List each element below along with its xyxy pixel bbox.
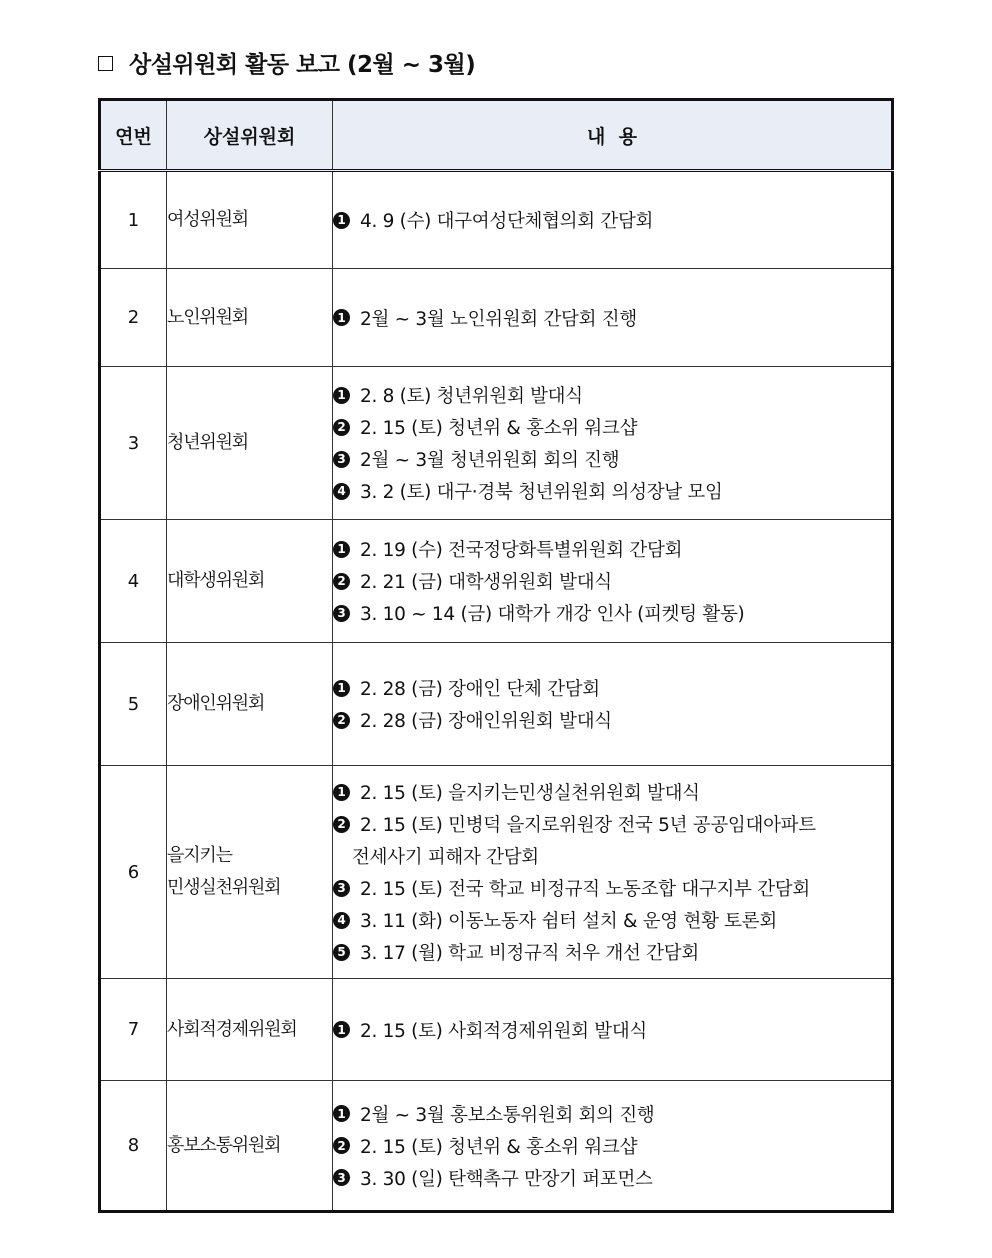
row-number: 4 <box>100 520 167 643</box>
activity-text: 2월 ~ 3월 청년위원회 회의 진행 <box>360 450 620 471</box>
table-row <box>100 979 893 1081</box>
activity-item <box>333 379 891 411</box>
activity-item <box>333 936 891 968</box>
header-committee: 상설위원회 <box>167 100 333 171</box>
activity-content <box>333 367 893 520</box>
row-number: 3 <box>100 367 167 520</box>
activity-text: 3. 30 (일) 탄핵촉구 만장기 퍼포먼스 <box>360 1168 653 1190</box>
activity-item <box>333 872 891 904</box>
header-content: 내 용 <box>333 100 893 171</box>
table-row <box>100 367 893 520</box>
activity-content <box>333 979 893 1081</box>
circled-number-icon: 4 <box>333 912 350 929</box>
table-row <box>100 1081 893 1212</box>
circled-number-icon: 1 <box>333 784 350 801</box>
activity-text: 2. 8 (토) 청년위원회 발대식 <box>360 386 583 407</box>
activity-item <box>333 704 891 736</box>
row-number: 6 <box>100 766 167 979</box>
table-header-row <box>100 100 893 171</box>
committee-name <box>167 367 333 520</box>
committee-name-line: 을지키는 <box>167 845 232 866</box>
activity-item <box>333 808 891 840</box>
activity-content <box>333 520 893 643</box>
activity-text: 3. 11 (화) 이동노동자 쉼터 설치 & 운영 현황 토론회 <box>360 911 777 932</box>
activity-item <box>333 565 891 597</box>
row-number: 2 <box>100 269 167 367</box>
activity-text: 2. 15 (토) 민병덕 을지로위원장 전국 5년 공공임대아파트 <box>360 815 816 836</box>
page-title-text: 상설위원회 활동 보고 (2월 ~ 3월) <box>129 51 476 78</box>
committee-name-line: 민생실천위원회 <box>167 877 281 898</box>
circled-number-icon: 1 <box>333 1021 350 1038</box>
activity-item <box>333 533 891 565</box>
circled-number-icon: 1 <box>333 309 350 326</box>
circled-number-icon: 2 <box>333 712 350 729</box>
circled-number-icon: 3 <box>333 605 350 622</box>
activity-text: 2. 15 (토) 전국 학교 비정규직 노동조합 대구지부 간담회 <box>360 879 810 900</box>
activity-item <box>333 204 891 236</box>
committee-name <box>167 979 333 1081</box>
committee-name-line: 청년위원회 <box>167 432 248 453</box>
circled-number-icon: 2 <box>333 816 350 833</box>
activity-item <box>333 443 891 475</box>
circled-number-icon: 5 <box>333 944 350 961</box>
activity-item <box>333 1162 891 1194</box>
row-number: 5 <box>100 643 167 766</box>
activity-item <box>333 1098 891 1130</box>
circled-number-icon: 2 <box>333 419 350 436</box>
activity-item <box>333 904 891 936</box>
header-no: 연번 <box>100 100 167 171</box>
circled-number-icon: 3 <box>333 1169 350 1186</box>
circled-number-icon: 4 <box>333 483 350 500</box>
committee-name-line: 노인위원회 <box>167 306 248 328</box>
activity-text: 2. 21 (금) 대학생위원회 발대식 <box>360 572 612 593</box>
activity-text: 3. 17 (월) 학교 비정규직 처우 개선 간담회 <box>360 943 699 964</box>
activity-content <box>333 171 893 269</box>
activity-item <box>333 475 891 507</box>
activity-text: 2. 15 (토) 청년위 & 홍소위 워크샵 <box>360 1136 638 1158</box>
activity-item <box>333 776 891 808</box>
page-title <box>98 44 475 80</box>
activity-text: 3. 2 (토) 대구·경북 청년위원회 의성장날 모임 <box>360 482 723 503</box>
activity-item <box>333 672 891 704</box>
committee-name-line: 사회적경제위원회 <box>167 1018 297 1040</box>
row-number: 8 <box>100 1081 167 1212</box>
circled-number-icon: 3 <box>333 451 350 468</box>
committee-name-line: 대학생위원회 <box>167 570 265 591</box>
circled-number-icon: 2 <box>333 1137 350 1154</box>
checkbox-square-icon <box>98 56 113 71</box>
committee-name <box>167 171 333 269</box>
table-row <box>100 269 893 367</box>
circled-number-icon: 1 <box>333 212 350 229</box>
activity-item <box>333 1014 891 1046</box>
circled-number-icon: 3 <box>333 880 350 897</box>
activity-text: 3. 10 ~ 14 (금) 대학가 개강 인사 (피켓팅 활동) <box>360 604 745 625</box>
table-row <box>100 520 893 643</box>
activity-text: 2월 ~ 3월 홍보소통위원회 회의 진행 <box>360 1104 655 1126</box>
circled-number-icon: 1 <box>333 1105 350 1122</box>
committee-name <box>167 643 333 766</box>
activity-item <box>333 1130 891 1162</box>
table-row <box>100 171 893 269</box>
committee-name-line: 여성위원회 <box>167 209 248 230</box>
activity-text: 2월 ~ 3월 노인위원회 간담회 진행 <box>360 308 637 330</box>
committee-name <box>167 520 333 643</box>
circled-number-icon: 2 <box>333 573 350 590</box>
activity-item <box>333 840 891 872</box>
row-number: 7 <box>100 979 167 1081</box>
committee-name <box>167 766 333 979</box>
activity-content <box>333 1081 893 1212</box>
committee-name <box>167 269 333 367</box>
activity-content <box>333 269 893 367</box>
activity-text: 2. 28 (금) 장애인 단체 간담회 <box>360 679 600 700</box>
activity-text: 전세사기 피해자 간담회 <box>352 847 539 868</box>
activity-content <box>333 766 893 979</box>
activity-text: 2. 19 (수) 전국정당화특별위원회 간담회 <box>360 540 683 561</box>
activity-text: 2. 28 (금) 장애인위원회 발대식 <box>360 711 612 732</box>
activity-content <box>333 643 893 766</box>
committee-name-line: 장애인위원회 <box>167 693 265 714</box>
activity-text: 2. 15 (토) 청년위 & 홍소위 워크샵 <box>360 418 638 439</box>
circled-number-icon: 1 <box>333 680 350 697</box>
activity-report-table <box>98 98 894 1213</box>
table-row <box>100 643 893 766</box>
committee-name-line: 홍보소통위원회 <box>167 1134 281 1156</box>
circled-number-icon: 1 <box>333 387 350 404</box>
row-number: 1 <box>100 171 167 269</box>
activity-item <box>333 302 891 334</box>
activity-text: 4. 9 (수) 대구여성단체협의회 간담회 <box>360 211 654 232</box>
activity-text: 2. 15 (토) 을지키는민생실천위원회 발대식 <box>360 783 700 804</box>
table-row <box>100 766 893 979</box>
activity-item <box>333 411 891 443</box>
committee-name <box>167 1081 333 1212</box>
activity-text: 2. 15 (토) 사회적경제위원회 발대식 <box>360 1020 648 1042</box>
circled-number-icon: 1 <box>333 541 350 558</box>
activity-item <box>333 597 891 629</box>
